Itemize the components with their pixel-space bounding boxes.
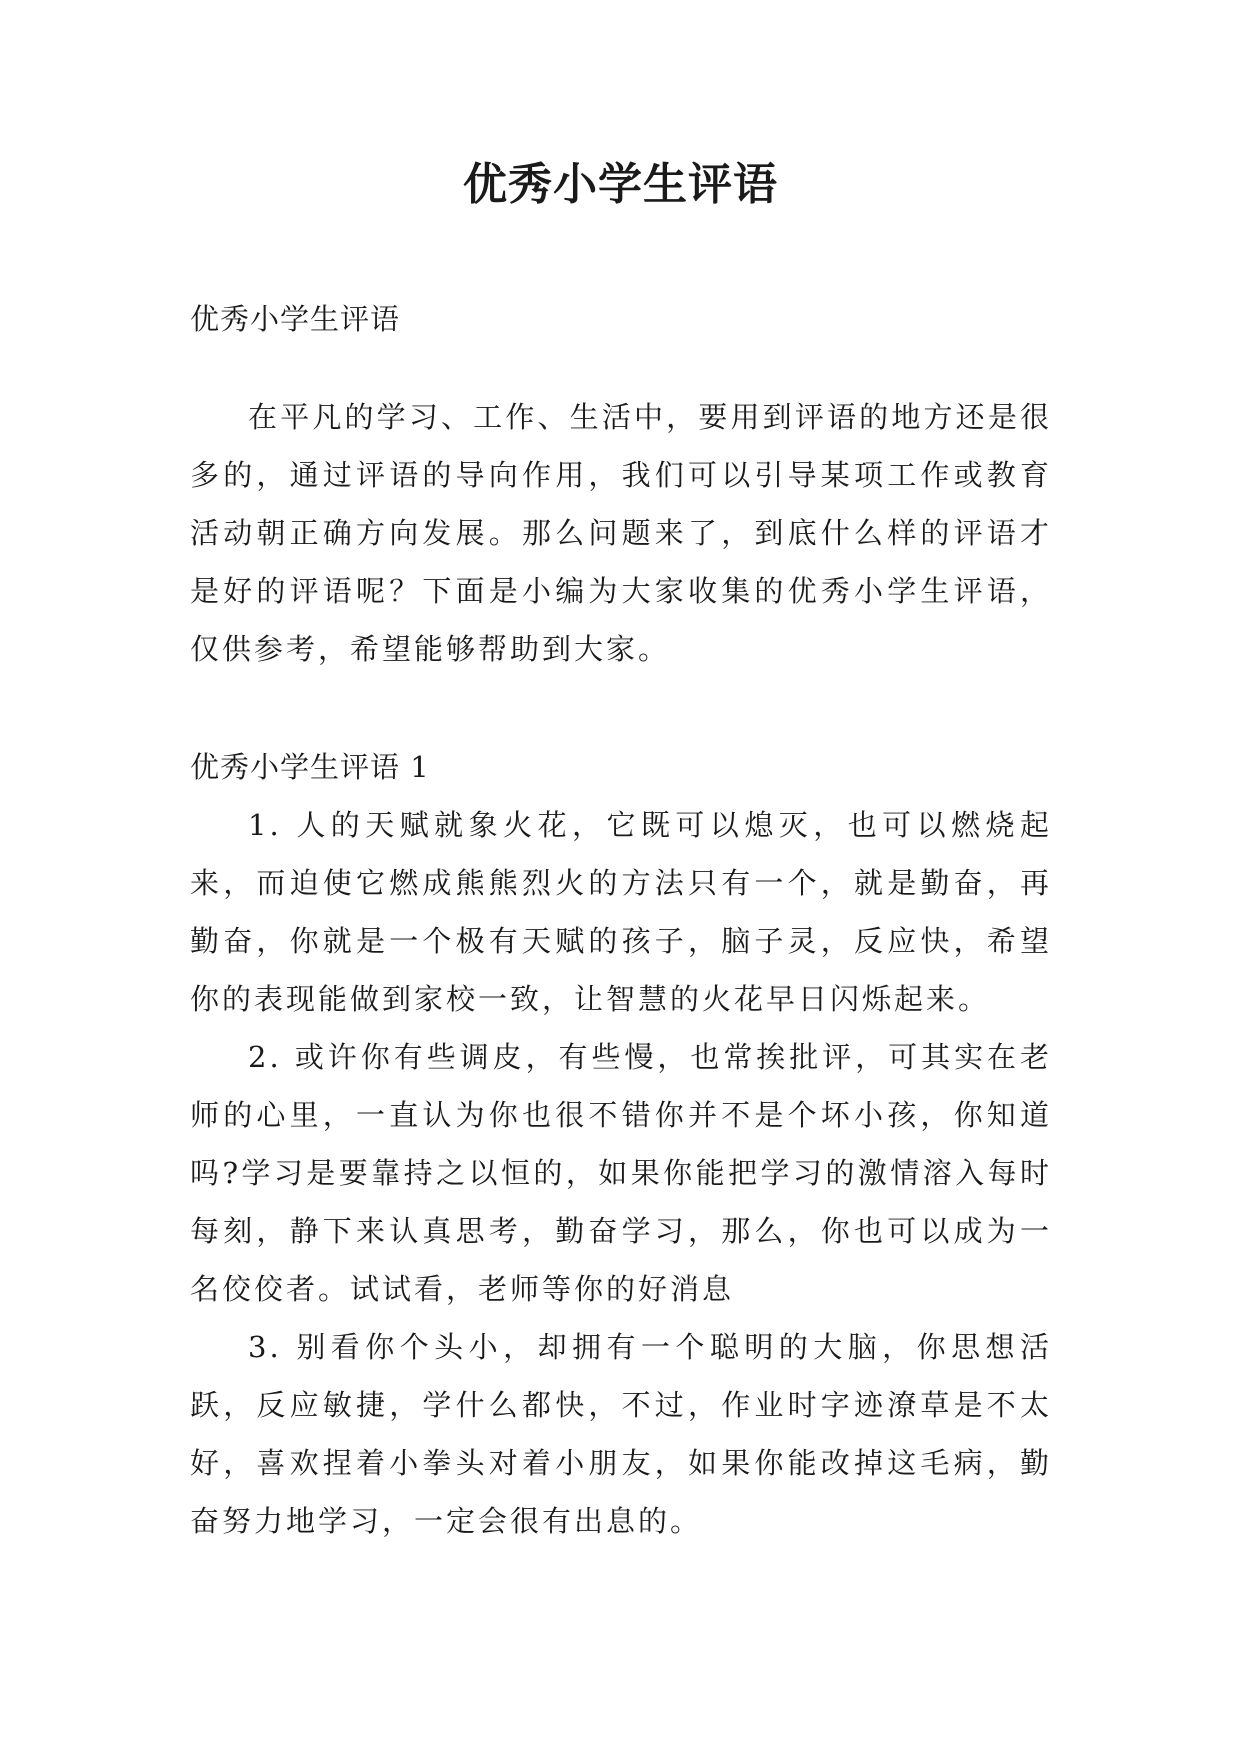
document-body	[190, 290, 1052, 1550]
intro-paragraph: 在平凡的学习、工作、生活中，要用到评语的地方还是很多的，通过评语的导向作用，我们可以引导某项工作或教育活动朝正确方向发展。那么问题来了，到底什么样的评语才是好的评语呢？下面是小编为大家收集的优秀小学生评语，仅供参考，希望能够帮助到大家。	[190, 400, 1052, 666]
document-subtitle: 优秀小学生评语	[190, 302, 401, 336]
section-heading: 优秀小学生评语 1	[190, 750, 430, 784]
comment-item-2: 2. 或许你有些调皮，有些慢，也常挨批评，可其实在老师的心里，一直认为你也很不错你并不是个坏小孩，你知道吗?学习是要靠持之以恒的，如果你能把学习的激情溶入每时每刻，静下来认真思考，勤奋学习，那么，你也可以成为一名佼佼者。试试看，老师等你的好消息	[190, 1040, 1052, 1306]
comment-item-3: 3. 别看你个头小，却拥有一个聪明的大脑，你思想活跃，反应敏捷，学什么都快，不过，作业时字迹潦草是不太好，喜欢捏着小拳头对着小朋友，如果你能改掉这毛病，勤奋努力地学习，一定会很有出息的。	[190, 1330, 1052, 1538]
document-title: 优秀小学生评语	[463, 159, 778, 210]
comment-item-1: 1. 人的天赋就象火花，它既可以熄灭，也可以燃烧起来，而迫使它燃成熊熊烈火的方法只有一个，就是勤奋，再勤奋，你就是一个极有天赋的孩子，脑子灵，反应快，希望你的表现能做到家校一致，让智慧的火花早日闪烁起来。	[190, 808, 1052, 1016]
